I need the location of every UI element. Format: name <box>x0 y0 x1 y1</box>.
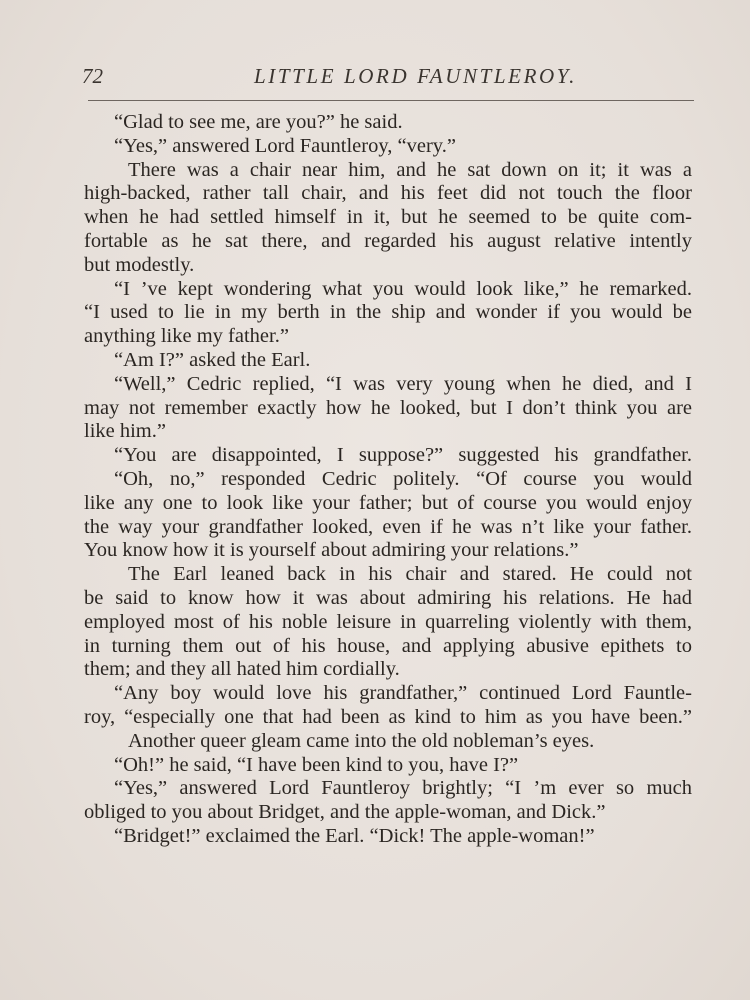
running-head <box>80 64 692 96</box>
text-line: roy, “especially one that had been as kind to him as you have been.” <box>84 705 692 728</box>
text-line: may not remember exactly how he looked, but I don’t think you are <box>84 396 692 419</box>
text-line: obliged to you about Bridget, and the apple-woman, and Dick.” <box>84 801 606 824</box>
text-line: anything like my father.” <box>84 325 289 348</box>
text-line: be said to know how it was about admiring his relations. He had <box>84 586 692 609</box>
text-line: like any one to look like your father; but of course you would enjoy <box>84 491 692 514</box>
text-line: “Oh, no,” responded Cedric politely. “Of course you would <box>114 467 692 490</box>
text-line: “Any boy would love his grandfather,” continued Lord Fauntle- <box>114 682 692 705</box>
text-line: employed most of his noble leisure in quarreling violently with them, <box>84 610 692 633</box>
text-line: Another queer gleam came into the old nobleman’s eyes. <box>128 729 595 752</box>
running-title: LITTLE LORD FAUNTLEROY. <box>254 64 577 88</box>
text-line: “Oh!” he said, “I have been kind to you, have I?” <box>114 753 519 776</box>
text-line: in turning them out of his house, and applying abusive epithets to <box>84 634 692 657</box>
text-line: There was a chair near him, and he sat down on it; it was a <box>128 158 692 181</box>
text-line: “I used to lie in my berth in the ship and wonder if you would be <box>84 301 692 324</box>
header-rule <box>88 100 694 101</box>
text-line: “Yes,” answered Lord Fauntleroy brightly; “I ’m ever so much <box>114 777 692 800</box>
text-line: “I ’ve kept wondering what you would look like,” he remarked. <box>114 277 692 300</box>
text-line: fortable as he sat there, and regarded his august relative intently <box>84 229 692 252</box>
text-line: “Bridget!” exclaimed the Earl. “Dick! The apple-woman!” <box>114 824 595 847</box>
text-line: high-backed, rather tall chair, and his feet did not touch the floor <box>84 182 692 205</box>
text-line: like him.” <box>84 420 166 443</box>
text-line: “You are disappointed, I suppose?” suggested his grandfather. <box>114 444 692 467</box>
text-line: but modestly. <box>84 253 195 276</box>
text-line: the way your grandfather looked, even if he was n’t like your father. <box>84 515 692 538</box>
text-line: “Well,” Cedric replied, “I was very young when he died, and I <box>114 372 692 395</box>
text-line: You know how it is yourself about admiring your relations.” <box>84 539 579 562</box>
text-line: when he had settled himself in it, but he seemed to be quite com- <box>84 206 692 229</box>
text-line: “Am I?” asked the Earl. <box>114 348 311 371</box>
text-line: The Earl leaned back in his chair and stared. He could not <box>128 563 692 586</box>
text-line: “Glad to see me, are you?” he said. <box>114 111 403 133</box>
page-number: 72 <box>82 64 103 88</box>
body-text <box>84 111 692 849</box>
text-line: “Yes,” answered Lord Fauntleroy, “very.” <box>114 134 456 157</box>
text-line: them; and they all hated him cordially. <box>84 658 400 681</box>
